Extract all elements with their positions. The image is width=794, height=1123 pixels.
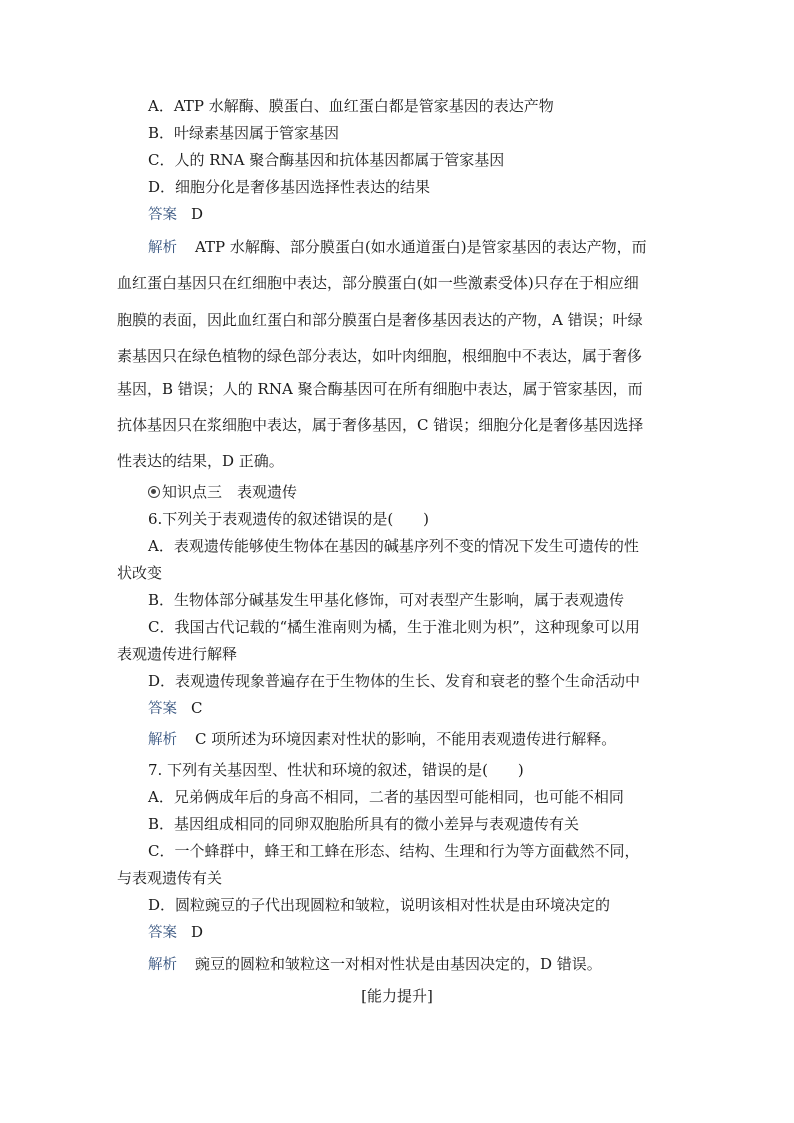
answer-value: D (191, 205, 204, 223)
analysis-label: 解析 (148, 957, 177, 973)
q6-answer (148, 698, 202, 719)
answer-label: 答案 (148, 925, 177, 941)
q5-option-a: A．ATP 水解酶、膜蛋白、血红蛋白都是管家基因的表达产物 (148, 97, 554, 115)
q5-option-d: D．细胞分化是奢侈基因选择性表达的结果 (148, 178, 431, 196)
q7-stem: 7. 下列有关基因型、性状和环境的叙述，错误的是( ) (148, 761, 524, 779)
q6-option-a-line-1: A．表观遗传能够使生物体在基因的碱基序列不变的情况下发生可遗传的性 (148, 537, 639, 555)
q5-analysis-line-3: 胞膜的表面，因此血红蛋白和部分膜蛋白是奢侈基因表达的产物，A 错误；叶绿 (117, 311, 643, 329)
q7-option-c-line-1: C．一个蜂群中，蜂王和工蜂在形态、结构、生理和行为等方面截然不同， (148, 842, 640, 860)
analysis-label: 解析 (148, 240, 177, 256)
q7-analysis: 解析 豌豆的圆粒和皱粒这一对相对性状是由基因决定的，D 错误。 (148, 955, 602, 973)
answer-value: D (191, 923, 204, 941)
q5-analysis-line-7: 性表达的结果，D 正确。 (117, 452, 284, 470)
analysis-label: 解析 (148, 732, 177, 748)
q5-analysis-line-2: 血红蛋白基因只在红细胞中表达，部分膜蛋白(如一些激素受体)只存在于相应细 (117, 274, 639, 292)
q5-answer (148, 204, 203, 225)
q5-analysis-line-6: 抗体基因只在浆细胞中表达，属于奢侈基因，C 错误；细胞分化是奢侈基因选择 (117, 416, 644, 434)
section-heading: [能力提升] (361, 987, 433, 1005)
knowledge-point-heading: 知识点三 表观遗传 (148, 482, 297, 502)
q7-option-d: D．圆粒豌豆的子代出现圆粒和皱粒，说明该相对性状是由环境决定的 (148, 896, 611, 914)
q7-option-c-line-2: 与表观遗传有关 (117, 869, 223, 887)
answer-value: C (191, 699, 203, 717)
q6-option-a-line-2: 状改变 (117, 564, 163, 582)
q5-option-b: B．叶绿素基因属于管家基因 (148, 124, 340, 142)
q6-stem: 6.下列关于表观遗传的叙述错误的是( ) (148, 510, 430, 528)
q7-option-a: A．兄弟俩成年后的身高不相同，二者的基因型可能相同，也可能不相同 (148, 788, 624, 806)
bullet-circle-icon (148, 486, 160, 498)
q5-analysis-line-5: 基因，B 错误；人的 RNA 聚合酶基因可在所有细胞中表达，属于管家基因，而 (117, 380, 643, 398)
q5-option-c: C．人的 RNA 聚合酶基因和抗体基因都属于管家基因 (148, 151, 505, 169)
q6-option-d: D．表观遗传现象普遍存在于生物体的生长、发育和衰老的整个生命活动中 (148, 672, 641, 690)
q6-option-c-line-2: 表观遗传进行解释 (117, 645, 238, 663)
q7-option-b: B．基因组成相同的同卵双胞胎所具有的微小差异与表观遗传有关 (148, 815, 580, 833)
q5-analysis-line-1: 解析 ATP 水解酶、部分膜蛋白(如水通道蛋白)是管家基因的表达产物，而 (148, 238, 647, 256)
q6-analysis: 解析 C 项所述为环境因素对性状的影响，不能用表观遗传进行解释。 (148, 730, 617, 748)
q6-option-b: B．生物体部分碱基发生甲基化修饰，可对表型产生影响，属于表观遗传 (148, 591, 625, 609)
q7-answer (148, 922, 203, 943)
q6-option-c-line-1: C．我国古代记载的“橘生淮南则为橘，生于淮北则为枳”，这种现象可以用 (148, 618, 640, 636)
answer-label: 答案 (148, 701, 177, 717)
answer-label: 答案 (148, 207, 177, 223)
q5-analysis-line-4: 素基因只在绿色植物的绿色部分表达，如叶肉细胞，根细胞中不表达，属于奢侈 (117, 347, 643, 365)
